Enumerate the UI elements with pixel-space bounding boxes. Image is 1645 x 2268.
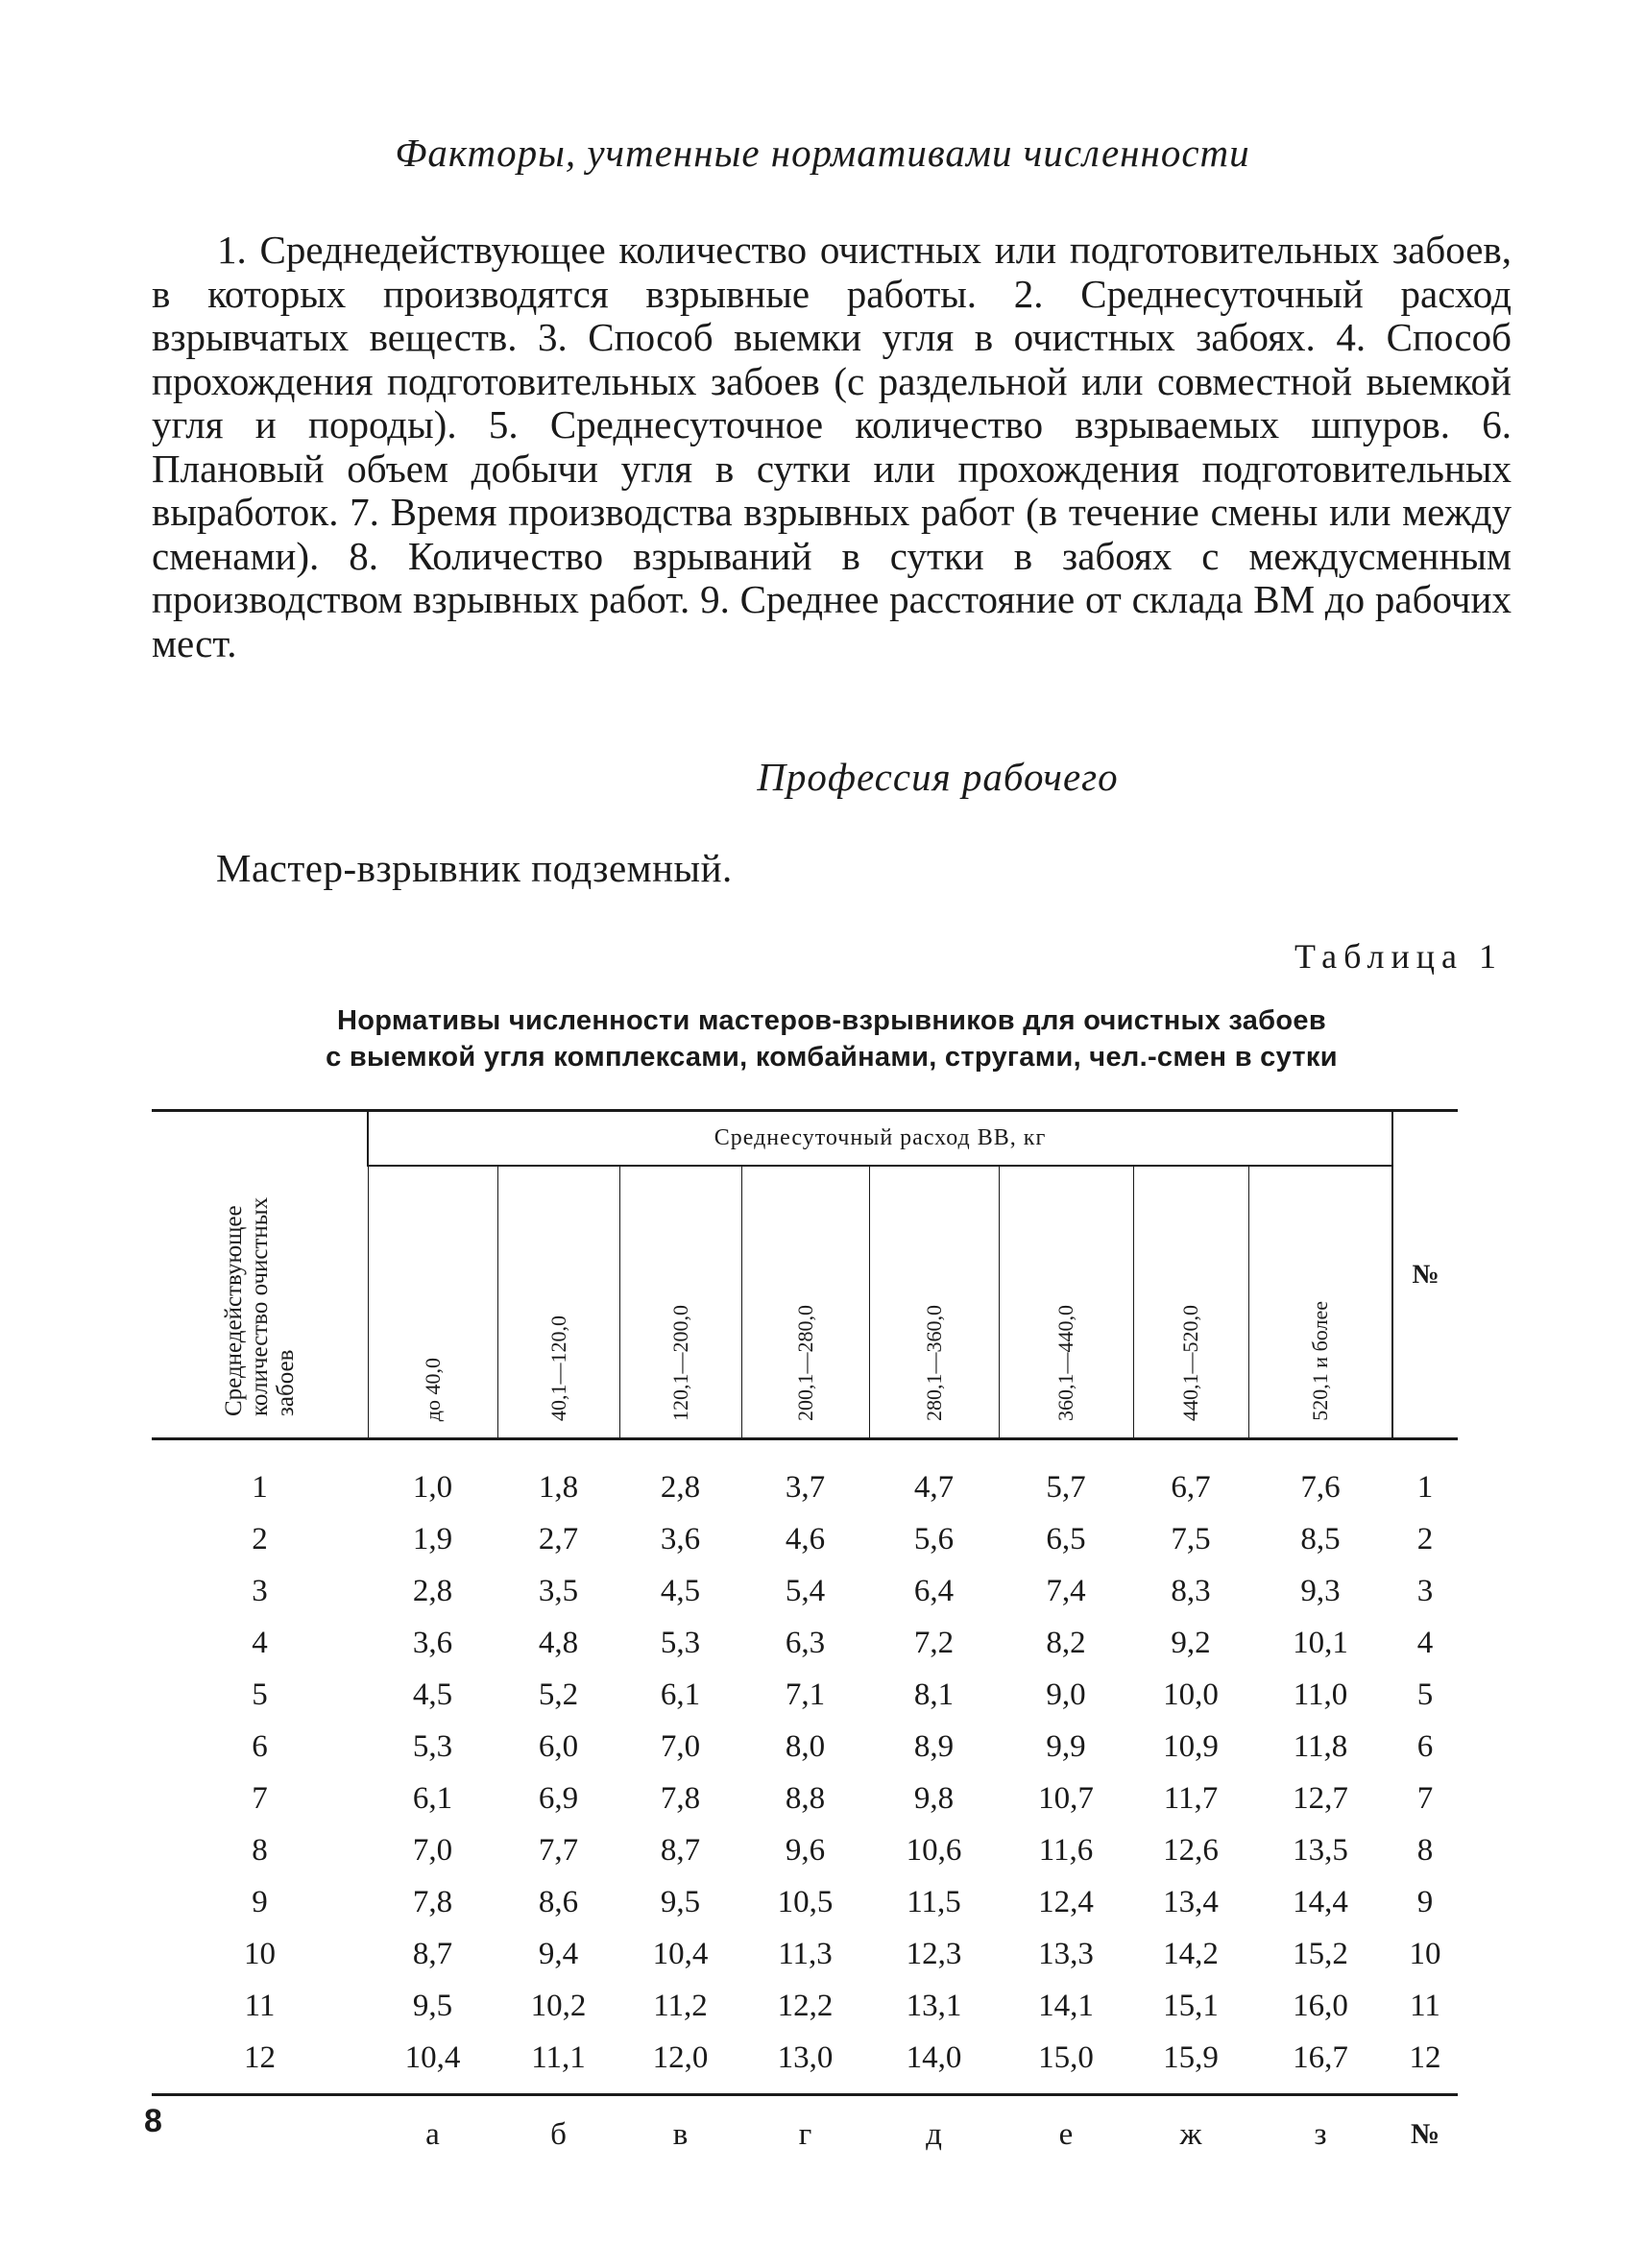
column-header-text: 120,1—200,0 bbox=[667, 1305, 692, 1421]
row-count-cell: 7 bbox=[252, 1780, 268, 1816]
column-header bbox=[1133, 1166, 1248, 1439]
row-number-cell: 3 bbox=[1416, 1573, 1434, 1608]
value-cell: 5,6 bbox=[913, 1521, 955, 1556]
row-number-cell: 10 bbox=[1409, 1936, 1441, 1971]
value-cell: 15,1 bbox=[1163, 1988, 1219, 2023]
row-count-cell: 9 bbox=[252, 1884, 268, 1919]
value-cell: 6,0 bbox=[538, 1728, 579, 1764]
value-cell: 11,2 bbox=[653, 1988, 708, 2023]
value-cell: 6,3 bbox=[785, 1625, 826, 1660]
footer-letter: в bbox=[672, 2116, 689, 2152]
table-row bbox=[152, 1980, 1458, 2032]
norms-table bbox=[152, 1109, 1458, 2173]
value-cell: 7,8 bbox=[660, 1780, 701, 1816]
row-count-cell: 2 bbox=[252, 1521, 268, 1556]
value-cell: 8,2 bbox=[1046, 1625, 1086, 1660]
table-row bbox=[152, 1439, 1458, 1514]
value-cell: 7,7 bbox=[538, 1832, 579, 1868]
value-cell: 13,0 bbox=[741, 2032, 869, 2095]
footer-letter: а bbox=[425, 2116, 440, 2152]
value-cell: 12,0 bbox=[619, 2032, 741, 2095]
footer-num: № bbox=[1410, 2118, 1440, 2150]
table-caption-line1: Нормативы численности мастеров-взрывников для очистных забоев bbox=[337, 1005, 1326, 1036]
row-number-cell: 12 bbox=[1392, 2032, 1458, 2095]
table-row bbox=[152, 1565, 1458, 1617]
value-cell: 5,4 bbox=[785, 1573, 826, 1608]
value-cell: 8,9 bbox=[913, 1728, 955, 1764]
value-cell: 3,7 bbox=[785, 1469, 826, 1505]
value-cell: 12,6 bbox=[1163, 1832, 1219, 1868]
row-number-cell: 7 bbox=[1416, 1780, 1434, 1816]
column-header bbox=[869, 1166, 999, 1439]
row-number-cell: 6 bbox=[1416, 1728, 1434, 1764]
value-cell: 9,0 bbox=[1046, 1677, 1086, 1712]
value-cell: 2,8 bbox=[660, 1469, 701, 1505]
value-cell: 10,6 bbox=[906, 1832, 962, 1868]
profession-title: Профессия рабочего bbox=[757, 755, 1119, 799]
column-header bbox=[497, 1166, 619, 1439]
profession-name: Мастер-взрывник подземный. bbox=[216, 846, 733, 890]
value-cell: 9,5 bbox=[412, 1988, 453, 2023]
value-cell: 11,6 bbox=[1038, 1832, 1094, 1868]
value-cell: 10,5 bbox=[777, 1884, 834, 1919]
value-cell: 1,8 bbox=[538, 1469, 579, 1505]
value-cell: 5,3 bbox=[660, 1625, 701, 1660]
column-header-text: 280,1—360,0 bbox=[921, 1305, 946, 1421]
value-cell: 8,7 bbox=[412, 1936, 453, 1971]
column-header-text: 440,1—520,0 bbox=[1178, 1305, 1202, 1421]
value-cell: 11,7 bbox=[1163, 1780, 1219, 1816]
column-header bbox=[368, 1166, 497, 1439]
value-cell: 13,3 bbox=[1038, 1936, 1094, 1971]
value-cell: 9,6 bbox=[785, 1832, 826, 1868]
value-cell: 12,2 bbox=[777, 1988, 834, 2023]
value-cell: 5,7 bbox=[1046, 1469, 1086, 1505]
num-header: № bbox=[1392, 1111, 1458, 1439]
value-cell: 7,0 bbox=[660, 1728, 701, 1764]
group-header: Среднесуточный расход ВВ, кг bbox=[368, 1111, 1392, 1167]
value-cell: 1,0 bbox=[412, 1469, 453, 1505]
value-cell: 6,9 bbox=[538, 1780, 579, 1816]
row-count-cell: 11 bbox=[244, 1988, 276, 2023]
table-row bbox=[152, 1721, 1458, 1773]
value-cell: 12,4 bbox=[1038, 1884, 1094, 1919]
footer-row bbox=[152, 2095, 1458, 2174]
row-count-cell: 8 bbox=[252, 1832, 268, 1868]
row-count-cell: 12 bbox=[152, 2032, 368, 2095]
column-header bbox=[619, 1166, 741, 1439]
row-number-cell: 11 bbox=[1410, 1988, 1440, 2023]
value-cell: 7,6 bbox=[1300, 1469, 1341, 1505]
factors-paragraph: 1. Среднедействующее количество очистных или подготовительных забоев, в которых производятся взрывные работы. 2. Среднесуточный расход взрывчатых веществ. 3. Способ выемки угля в очистных забоях. 4. Способ прохождения подготовительных забоев (с раздельной или совместной выемкой угля и породы). 5. Среднесуточное количество взрываемых шпуров. 6. Плановый объем добычи угля в сутки или прохождения подготовительных выработок. 7. Время производства взрывных работ (в течение смены или между сменами). 8. Количество взрываний в сутки в забоях с междусменным производством взрывных работ. 9. Среднее расстояние от склада ВМ до рабочих мест. bbox=[152, 228, 1512, 665]
value-cell: 11,3 bbox=[778, 1936, 833, 1971]
value-cell: 6,1 bbox=[412, 1780, 453, 1816]
value-cell: 8,7 bbox=[660, 1832, 701, 1868]
footer-letter: з bbox=[1314, 2116, 1327, 2152]
value-cell: 4,7 bbox=[913, 1469, 955, 1505]
table-row bbox=[152, 1824, 1458, 1876]
value-cell: 3,6 bbox=[660, 1521, 701, 1556]
value-cell: 7,0 bbox=[412, 1832, 453, 1868]
row-count-cell: 5 bbox=[252, 1677, 268, 1712]
value-cell: 11,0 bbox=[1293, 1677, 1348, 1712]
value-cell: 7,5 bbox=[1171, 1521, 1211, 1556]
value-cell: 5,2 bbox=[538, 1677, 579, 1712]
page-number: 8 bbox=[144, 2103, 162, 2139]
value-cell: 7,2 bbox=[913, 1625, 955, 1660]
value-cell: 10,0 bbox=[1163, 1677, 1219, 1712]
value-cell: 7,4 bbox=[1046, 1573, 1086, 1608]
footer-empty bbox=[152, 2095, 368, 2174]
footer-letter: е bbox=[1058, 2116, 1074, 2152]
table-caption bbox=[152, 1002, 1512, 1075]
value-cell: 10,4 bbox=[652, 1936, 709, 1971]
table-row bbox=[152, 1773, 1458, 1824]
row-number-cell: 1 bbox=[1416, 1469, 1434, 1505]
value-cell: 10,9 bbox=[1163, 1728, 1219, 1764]
value-cell: 8,6 bbox=[538, 1884, 579, 1919]
column-header-text: до 40,0 bbox=[420, 1357, 445, 1421]
value-cell: 5,3 bbox=[412, 1728, 453, 1764]
value-cell: 4,5 bbox=[660, 1573, 701, 1608]
row-count-cell: 6 bbox=[252, 1728, 268, 1764]
footer-letter: д bbox=[926, 2116, 942, 2152]
value-cell: 4,5 bbox=[412, 1677, 453, 1712]
value-cell: 13,1 bbox=[906, 1988, 962, 2023]
table-row bbox=[152, 1513, 1458, 1565]
value-cell: 3,6 bbox=[412, 1625, 453, 1660]
value-cell: 10,2 bbox=[530, 1988, 587, 2023]
row-number-cell: 5 bbox=[1416, 1677, 1434, 1712]
value-cell: 12,3 bbox=[906, 1936, 962, 1971]
value-cell: 10,4 bbox=[368, 2032, 497, 2095]
factors-title: Факторы, учтенные нормативами численности bbox=[395, 131, 1250, 175]
value-cell: 7,1 bbox=[785, 1677, 826, 1712]
value-cell: 8,0 bbox=[785, 1728, 826, 1764]
value-cell: 4,8 bbox=[538, 1625, 579, 1660]
value-cell: 8,5 bbox=[1300, 1521, 1341, 1556]
value-cell: 10,1 bbox=[1293, 1625, 1348, 1660]
value-cell: 6,5 bbox=[1046, 1521, 1086, 1556]
table-label: Таблица 1 bbox=[1294, 937, 1503, 976]
column-header bbox=[999, 1166, 1133, 1439]
value-cell: 14,1 bbox=[1038, 1988, 1094, 2023]
footer-letter: ж bbox=[1179, 2116, 1202, 2152]
value-cell: 11,1 bbox=[497, 2032, 619, 2095]
footer-letter: б bbox=[550, 2116, 567, 2152]
value-cell: 13,5 bbox=[1293, 1832, 1348, 1868]
column-header-text: 520,1 и более bbox=[1307, 1301, 1332, 1421]
table-row bbox=[152, 1669, 1458, 1721]
value-cell: 16,7 bbox=[1248, 2032, 1392, 2095]
value-cell: 6,7 bbox=[1171, 1469, 1211, 1505]
row-number-cell: 4 bbox=[1416, 1625, 1434, 1660]
value-cell: 6,1 bbox=[660, 1677, 701, 1712]
table-row bbox=[152, 1876, 1458, 1928]
value-cell: 9,8 bbox=[913, 1780, 955, 1816]
table-row bbox=[152, 1617, 1458, 1669]
value-cell: 13,4 bbox=[1163, 1884, 1219, 1919]
row-count-cell: 3 bbox=[252, 1573, 268, 1608]
row-number-cell: 2 bbox=[1416, 1521, 1434, 1556]
value-cell: 15,9 bbox=[1133, 2032, 1248, 2095]
value-cell: 9,2 bbox=[1171, 1625, 1211, 1660]
value-cell: 14,2 bbox=[1163, 1936, 1219, 1971]
value-cell: 2,8 bbox=[412, 1573, 453, 1608]
row-count-cell: 10 bbox=[244, 1936, 276, 1971]
value-cell: 15,0 bbox=[999, 2032, 1133, 2095]
table-caption-line2: с выемкой угля комплексами, комбайнами, стругами, чел.-смен в сутки bbox=[326, 1042, 1338, 1073]
value-cell: 12,7 bbox=[1293, 1780, 1348, 1816]
table-row bbox=[152, 2032, 1458, 2095]
value-cell: 9,4 bbox=[538, 1936, 579, 1971]
value-cell: 3,5 bbox=[538, 1573, 579, 1608]
value-cell: 4,6 bbox=[785, 1521, 826, 1556]
value-cell: 6,4 bbox=[913, 1573, 955, 1608]
column-header-text: 40,1—120,0 bbox=[545, 1315, 570, 1421]
value-cell: 1,9 bbox=[412, 1521, 453, 1556]
value-cell: 11,8 bbox=[1293, 1728, 1348, 1764]
footer-letter: г bbox=[798, 2116, 812, 2152]
value-cell: 8,1 bbox=[913, 1677, 955, 1712]
value-cell: 10,7 bbox=[1038, 1780, 1094, 1816]
table-row bbox=[152, 1928, 1458, 1980]
value-cell: 8,3 bbox=[1171, 1573, 1211, 1608]
value-cell: 16,0 bbox=[1293, 1988, 1348, 2023]
column-header-text: 360,1—440,0 bbox=[1053, 1305, 1077, 1421]
column-header-text: 200,1—280,0 bbox=[792, 1305, 817, 1421]
value-cell: 15,2 bbox=[1293, 1936, 1348, 1971]
row-header-cell bbox=[152, 1111, 368, 1439]
row-number-cell: 8 bbox=[1416, 1832, 1434, 1868]
value-cell: 9,3 bbox=[1300, 1573, 1341, 1608]
column-header bbox=[1248, 1166, 1392, 1439]
value-cell: 9,5 bbox=[660, 1884, 701, 1919]
row-count-cell: 4 bbox=[252, 1625, 268, 1660]
value-cell: 14,4 bbox=[1293, 1884, 1348, 1919]
column-header bbox=[741, 1166, 869, 1439]
row-number-cell: 9 bbox=[1416, 1884, 1434, 1919]
value-cell: 14,0 bbox=[869, 2032, 999, 2095]
value-cell: 11,5 bbox=[907, 1884, 961, 1919]
row-header-text: Среднедействующее количество очистных забоев bbox=[220, 1196, 299, 1416]
value-cell: 8,8 bbox=[785, 1780, 826, 1816]
value-cell: 9,9 bbox=[1046, 1728, 1086, 1764]
row-count-cell: 1 bbox=[252, 1469, 268, 1505]
value-cell: 2,7 bbox=[538, 1521, 579, 1556]
value-cell: 7,8 bbox=[412, 1884, 453, 1919]
